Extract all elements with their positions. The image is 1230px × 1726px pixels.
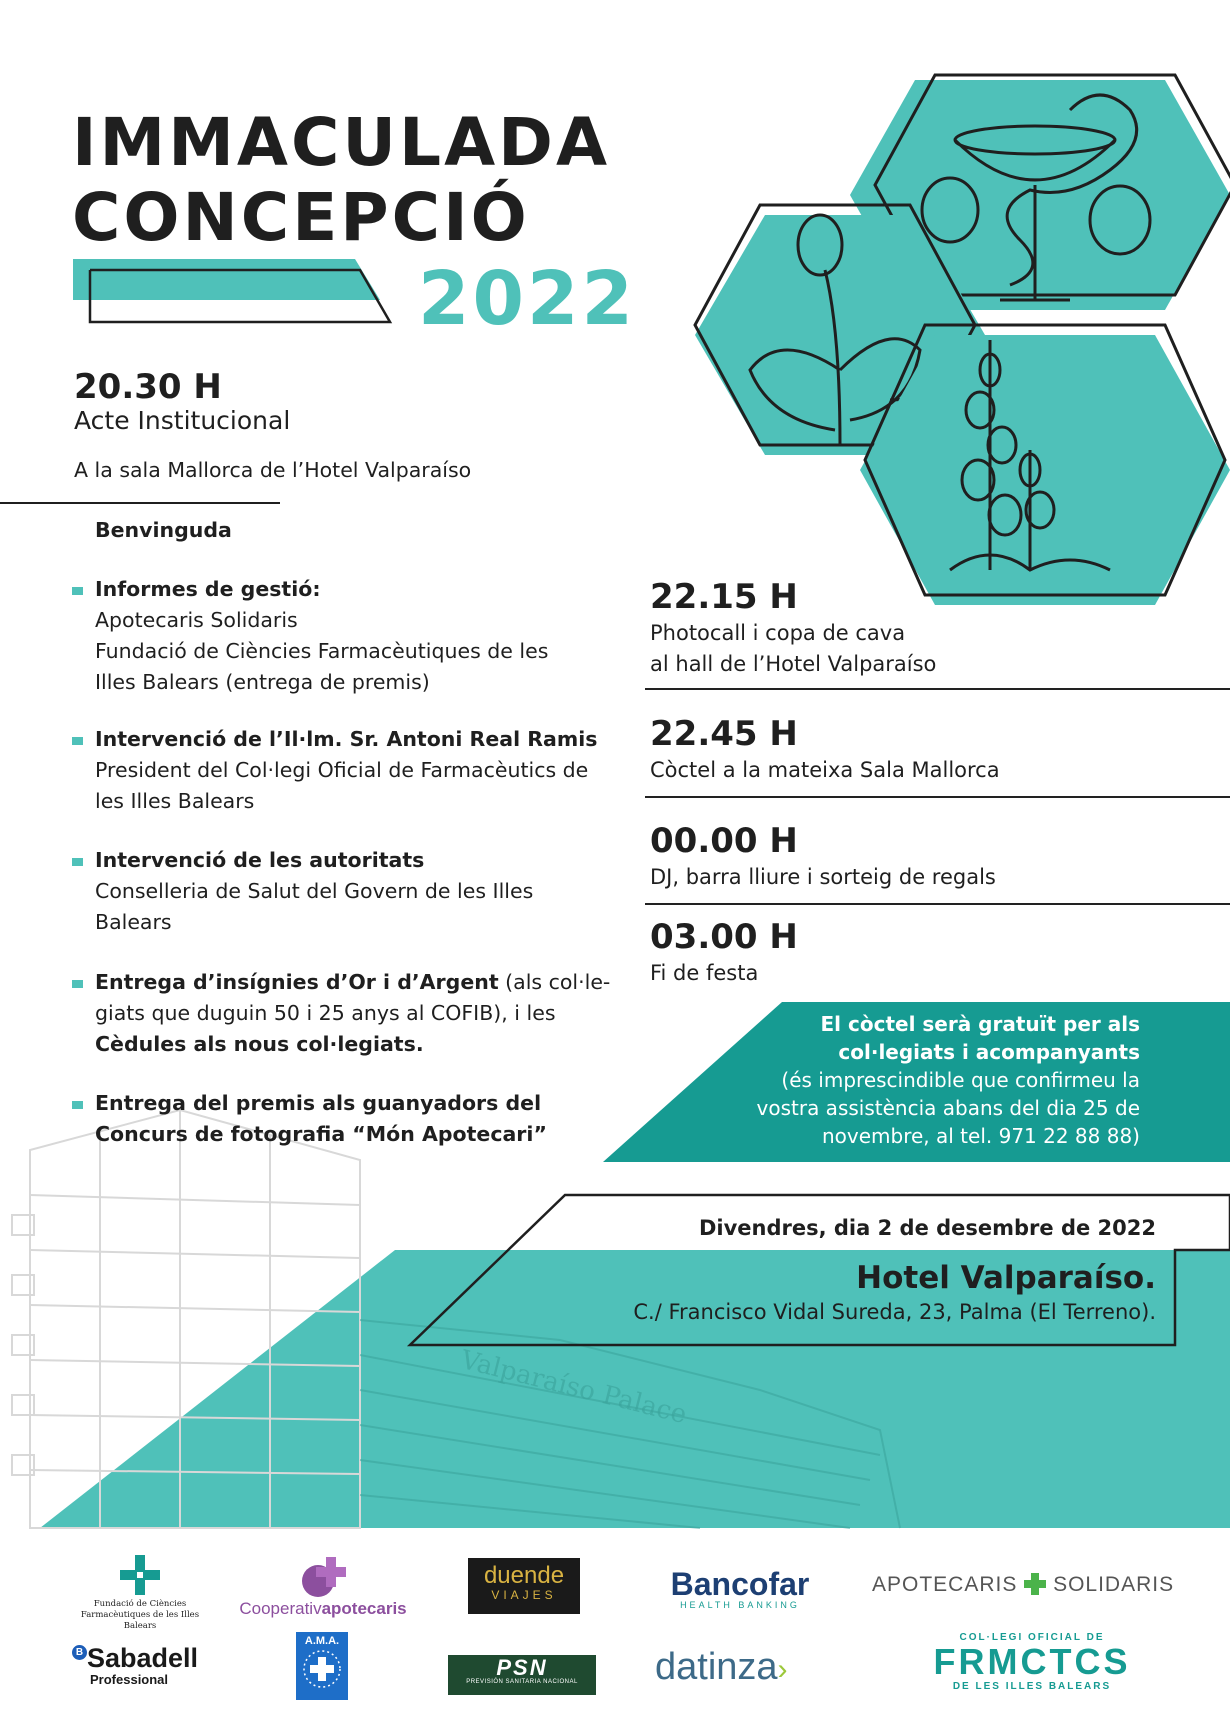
title-line-1: IMMACULADA bbox=[72, 104, 611, 181]
schedule-divider bbox=[645, 688, 1230, 690]
schedule-divider bbox=[645, 796, 1230, 798]
logo-duende: duende VIAJES bbox=[468, 1558, 580, 1614]
logo-fundacio: Fundació de Ciències Farmacèutiques de les Illes Balears bbox=[65, 1555, 215, 1632]
logo-datinza: datinza› bbox=[655, 1646, 788, 1688]
logo-cofib: COL·LEGI OFICIAL DE FRMCTCS DE LES ILLES BALEARS bbox=[933, 1632, 1131, 1692]
schedule-divider bbox=[645, 903, 1230, 905]
logo-sabadell: B Sabadell Professional bbox=[72, 1645, 212, 1687]
welcome-label: Benvinguda bbox=[95, 518, 232, 542]
sabadell-b-icon: B bbox=[72, 1645, 87, 1660]
datinza-swoosh-icon: › bbox=[777, 1653, 788, 1686]
title-year: 2022 bbox=[418, 256, 636, 342]
bullet-marker bbox=[72, 737, 83, 745]
bullet-marker bbox=[72, 587, 83, 595]
program-item: Intervenció de l’Il·lm. Sr. Antoni Real Ramis President del Col·legi Oficial de Farmacèutics de les Illes Balears bbox=[95, 727, 598, 813]
venue-name: Hotel Valparaíso. bbox=[856, 1260, 1156, 1296]
logo-apotecaris-solidaris: APOTECARIS SOLIDARIS bbox=[872, 1573, 1175, 1596]
institutional-title: Acte Institucional bbox=[74, 406, 291, 435]
schedule-time: 03.00 H bbox=[650, 917, 798, 957]
title-line-2: CONCEPCIÓ bbox=[72, 179, 530, 256]
logo-ama: A.M.A. bbox=[296, 1632, 348, 1700]
pharmacy-hexagons bbox=[690, 70, 1230, 610]
pharmacy-cross-icon bbox=[298, 1555, 348, 1599]
bullet-marker bbox=[72, 858, 83, 866]
schedule-desc: Còctel a la mateixa Sala Mallorca bbox=[650, 758, 1000, 782]
building-sign: Valparaíso Palace bbox=[457, 1345, 690, 1431]
program-item: Entrega d’insígnies d’Or i d’Argent (als col·le- giats que duguin 50 i 25 anys al COFIB), i les Cèdules als nous col·legiats. bbox=[95, 970, 611, 1056]
cross-plus-icon bbox=[120, 1555, 160, 1595]
star-cross-icon bbox=[302, 1649, 342, 1689]
cocktail-note: El còctel serà gratuït per als col·legiats i acompanyants (és imprescindible que confirmeu la vostra assistència abans del dia 25 de novembre, al tel. 971 22 88 88) bbox=[756, 1012, 1140, 1148]
schedule-desc: Photocall i copa de cava al hall de l’Hotel Valparaíso bbox=[650, 621, 937, 676]
schedule-desc: Fi de festa bbox=[650, 961, 759, 985]
institutional-time: 20.30 H bbox=[74, 367, 222, 407]
bullet-marker bbox=[72, 1101, 83, 1109]
logo-cooperativa: Cooperativapotecaris bbox=[238, 1555, 408, 1619]
title-accent-bar bbox=[73, 259, 380, 300]
schedule-time: 22.15 H bbox=[650, 577, 798, 617]
schedule-desc: DJ, barra lliure i sorteig de regals bbox=[650, 865, 996, 889]
schedule-time: 22.45 H bbox=[650, 714, 798, 754]
program-item: Intervenció de les autoritats Conselleria de Salut del Govern de les Illes Balears bbox=[95, 848, 534, 934]
logo-bancofar: Bancofar HEALTH BANKING bbox=[670, 1566, 810, 1610]
venue-address: C./ Francisco Vidal Sureda, 23, Palma (El Terreno). bbox=[633, 1300, 1156, 1324]
institutional-location: A la sala Mallorca de l’Hotel Valparaíso bbox=[74, 458, 472, 482]
logo-psn: PSN PREVISIÓN SANITARIA NACIONAL bbox=[448, 1655, 596, 1695]
program-item: Informes de gestió: Apotecaris Solidaris Fundació de Ciències Farmacèutiques de les Illes Balears (entrega de premis) bbox=[95, 577, 549, 694]
schedule-time: 00.00 H bbox=[650, 821, 798, 861]
green-cross-icon bbox=[1024, 1573, 1046, 1595]
bullet-marker bbox=[72, 980, 83, 988]
event-date: Divendres, dia 2 de desembre de 2022 bbox=[698, 1216, 1156, 1240]
program-item: Entrega del premis als guanyadors del Concurs de fotografia “Món Apotecari” bbox=[95, 1091, 547, 1146]
